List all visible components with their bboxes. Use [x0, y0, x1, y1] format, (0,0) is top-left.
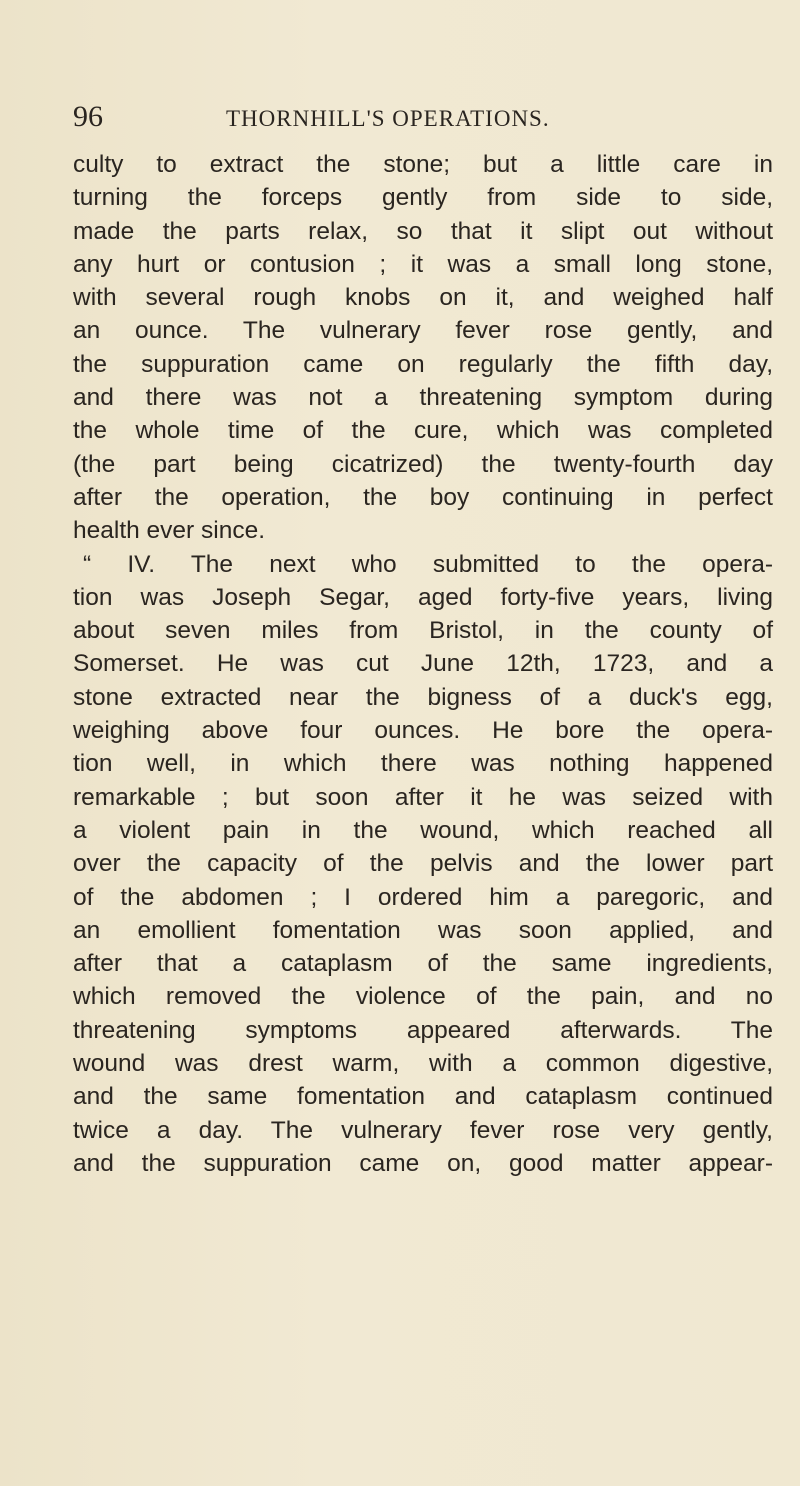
- text-line: a violent pain in the wound, which reached all: [73, 816, 773, 844]
- text-line: and there was not a threatening symptom during: [73, 384, 773, 412]
- text-line: Somerset. He was cut June 12th, 1723, and a: [73, 650, 773, 678]
- text-line: (the part being cicatrized) the twenty-fourth day: [73, 450, 773, 478]
- text-line: tion was Joseph Segar, aged forty-five years, living: [73, 583, 773, 611]
- text-line: tion well, in which there was nothing happened: [73, 750, 773, 778]
- text-line: twice a day. The vulnerary fever rose very gently,: [73, 1116, 773, 1144]
- body-text: [73, 148, 773, 1180]
- running-head: THORNHILL'S OPERATIONS.: [226, 106, 550, 131]
- text-line: and the suppuration came on, good matter appear-: [73, 1149, 773, 1177]
- text-line: an emollient fomentation was soon applied, and: [73, 916, 773, 944]
- text-line: any hurt or contusion ; it was a small long stone,: [73, 250, 773, 278]
- text-line: health ever since.: [73, 517, 266, 545]
- paragraph-start-line: “ IV. The next who submitted to the opera-: [83, 550, 773, 578]
- text-line: an ounce. The vulnerary fever rose gently, and: [73, 317, 773, 345]
- text-line: after that a cataplasm of the same ingredients,: [73, 950, 773, 978]
- text-line: threatening symptoms appeared afterwards. The: [73, 1016, 773, 1044]
- text-line: wound was drest warm, with a common digestive,: [73, 1050, 773, 1078]
- text-line: of the abdomen ; I ordered him a paregoric, and: [73, 883, 773, 911]
- text-line: and the same fomentation and cataplasm continued: [73, 1083, 773, 1111]
- text-line: about seven miles from Bristol, in the county of: [73, 617, 773, 645]
- text-line: turning the forceps gently from side to side,: [73, 184, 773, 212]
- text-line: stone extracted near the bigness of a duck's egg,: [73, 683, 773, 711]
- text-line: after the operation, the boy continuing in perfect: [73, 483, 773, 511]
- page-number: 96: [73, 100, 103, 133]
- text-line: made the parts relax, so that it slipt out without: [73, 217, 773, 245]
- text-line: the whole time of the cure, which was completed: [73, 417, 773, 445]
- text-line: which removed the violence of the pain, and no: [73, 983, 773, 1011]
- text-line: over the capacity of the pelvis and the lower part: [73, 850, 773, 878]
- text-line: culty to extract the stone; but a little care in: [73, 151, 773, 178]
- page-header: [73, 100, 773, 140]
- text-line: weighing above four ounces. He bore the opera-: [73, 717, 773, 745]
- text-line: remarkable ; but soon after it he was seized with: [73, 783, 773, 811]
- text-line: with several rough knobs on it, and weighed half: [73, 284, 773, 312]
- text-line: the suppuration came on regularly the fifth day,: [73, 350, 773, 378]
